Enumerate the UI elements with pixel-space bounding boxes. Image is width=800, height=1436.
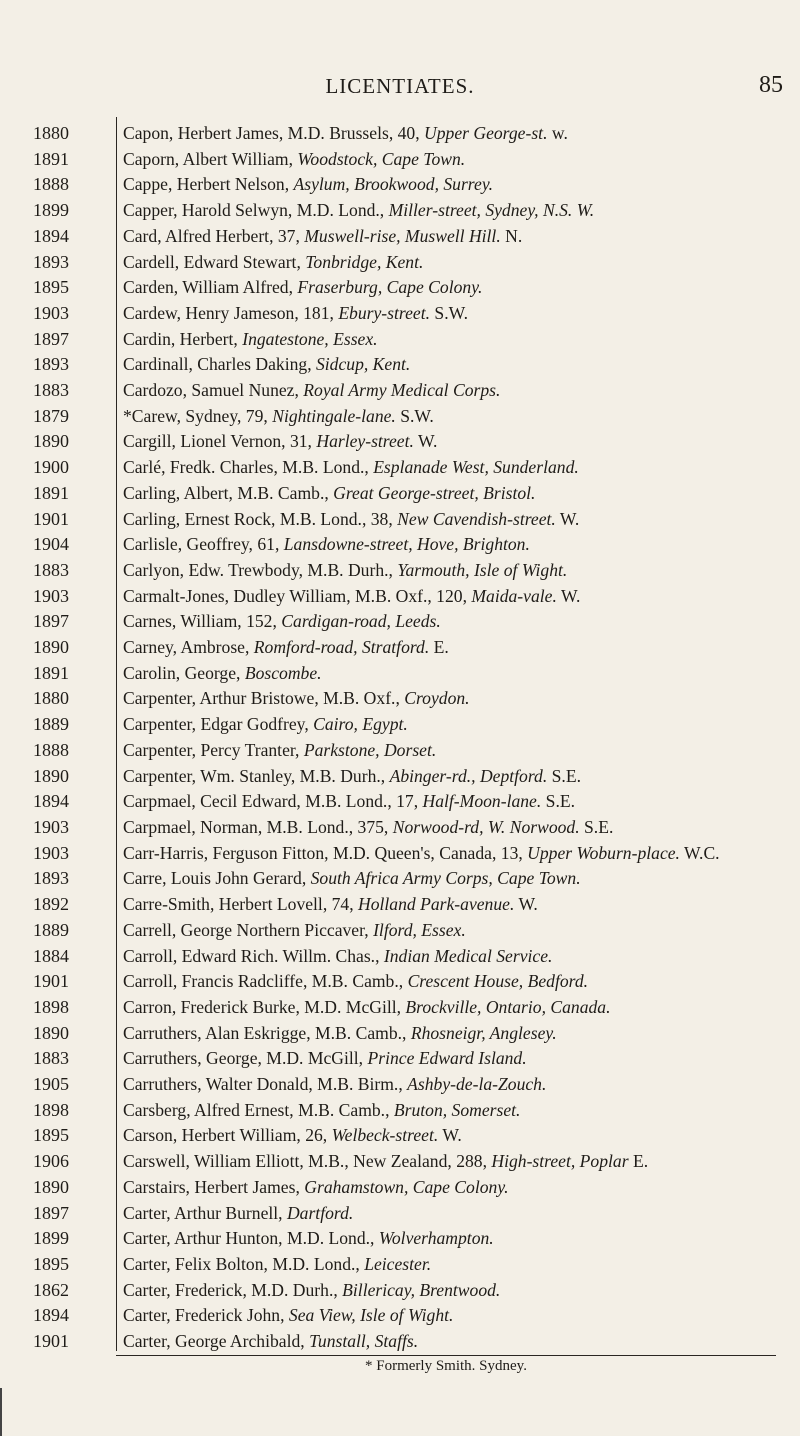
entry-text [116,944,800,970]
entry-address: Holland Park-avenue. [358,894,515,915]
entry-text [116,1046,800,1072]
list-item [0,147,800,173]
list-item [0,789,800,815]
register-list [0,121,800,1375]
entry-year: 1893 [33,251,69,272]
page-title: LICENTIATES. [325,74,475,98]
entry-year: 1903 [33,302,69,323]
entry-name: Cardozo, Samuel Nunez, [123,380,304,401]
list-item [0,1303,800,1329]
list-item [0,378,800,404]
list-item [0,172,800,198]
entry-name: Cargill, Lionel Vernon, 31, [123,431,317,452]
entry-address: Lansdowne-street, Hove, Brighton. [283,534,530,555]
entry-text [116,558,800,584]
entry-year: 1899 [33,1228,69,1249]
list-item [0,995,800,1021]
entry-text [116,147,800,173]
entry-address: Great George-street, Bristol. [333,482,536,503]
entry-name: Carstairs, Herbert James, [123,1176,305,1197]
entry-address: Muswell-rise, Muswell Hill. [304,225,501,246]
list-item [0,764,800,790]
entry-year: 1893 [33,868,69,889]
entry-name: Card, Alfred Herbert, 37, [123,225,305,246]
entry-name: Carlisle, Geoffrey, 61, [123,534,284,555]
entry-year: 1901 [33,971,69,992]
entry-address: Welbeck-street. [331,1125,439,1146]
list-item [0,352,800,378]
list-item [0,1098,800,1124]
entry-address: South Africa Army Corps, Cape Town. [310,868,581,889]
entry-district: S.E. [547,765,581,786]
entry-text [116,841,800,867]
entry-district: W.C. [679,842,720,863]
entry-text [116,969,800,995]
entry-text [116,1175,800,1201]
entry-address: Nightingale-lane. [272,405,396,426]
list-item [0,1226,800,1252]
entry-text [116,198,800,224]
entry-address: Maida-vale. [471,585,557,606]
entry-name: Carlyon, Edw. Trewbody, M.B. Durh., [123,559,398,580]
list-item [0,507,800,533]
entry-year: 1879 [33,405,69,426]
list-item [0,275,800,301]
list-item [0,969,800,995]
entry-address: Ebury-street. [338,302,431,323]
entry-name: Carpenter, Edgar Godfrey, [123,714,314,735]
entry-address: Leicester. [364,1253,432,1274]
entry-year: 1890 [33,637,69,658]
entry-year: 1890 [33,431,69,452]
entry-text [116,661,800,687]
entry-name: Carter, George Archibald, [123,1331,310,1352]
list-item [0,1252,800,1278]
list-item [0,841,800,867]
entry-address: Fraserburg, Cape Colony. [297,277,483,298]
entry-name: Carroll, Francis Radcliffe, M.B. Camb., [123,971,408,992]
entry-year: 1883 [33,1048,69,1069]
entry-text [116,584,800,610]
footnote: * Formerly Smith. Sydney. [116,1355,776,1375]
entry-name: Carr-Harris, Ferguson Fitton, M.D. Queen's, Canada, 13, [123,842,528,863]
entry-text [116,1278,800,1304]
entry-text [116,635,800,661]
entry-year: 1884 [33,945,69,966]
entry-district: w. [547,123,568,143]
entry-year: 1903 [33,842,69,863]
entry-year: 1895 [33,1253,69,1274]
list-item [0,661,800,687]
entry-district: W. [438,1125,462,1146]
entry-address: Harley-street. [316,431,414,452]
list-item [0,635,800,661]
entry-name: Carnes, William, 152, [123,611,282,632]
list-item [0,327,800,353]
list-item [0,686,800,712]
entry-name: Carroll, Edward Rich. Willm. Chas., [123,945,384,966]
list-item [0,712,800,738]
entry-address: Miller-street, Sydney, N.S. W. [388,200,595,221]
entry-address: Ilford, Essex. [373,919,466,940]
entry-text [116,532,800,558]
entry-text [116,507,800,533]
entry-year: 1898 [33,996,69,1017]
list-item [0,532,800,558]
entry-year: 1891 [33,482,69,503]
entry-address: Grahamstown, Cape Colony. [304,1176,509,1197]
list-item [0,1072,800,1098]
entry-year: 1904 [33,534,69,555]
list-item [0,1046,800,1072]
entry-address: Romford-road, Stratford. [253,637,430,658]
entry-year: 1900 [33,457,69,478]
entry-text [116,918,800,944]
entry-year: 1889 [33,919,69,940]
entry-text [116,789,800,815]
entry-address: Cardigan-road, Leeds. [281,611,441,632]
list-item [0,1201,800,1227]
entry-text [116,712,800,738]
entry-year: 1894 [33,791,69,812]
list-item [0,455,800,481]
entry-district: W. [514,894,538,915]
entry-text [116,1149,800,1175]
entry-name: Carsberg, Alfred Ernest, M.B. Camb., [123,1099,394,1120]
entry-year: 1897 [33,328,69,349]
entry-name: Carson, Herbert William, 26, [123,1125,332,1146]
list-item [0,609,800,635]
entry-text [116,1072,800,1098]
list-item [0,1329,800,1355]
list-item [0,429,800,455]
entry-name: Carden, William Alfred, [123,277,298,298]
entry-name: Capon, Herbert James, M.D. Brussels, 40, [123,123,425,143]
list-item [0,121,800,147]
entry-year: 1895 [33,277,69,298]
entry-year: 1894 [33,1305,69,1326]
entry-address: Indian Medical Service. [383,945,553,966]
entry-district: S.W. [430,302,468,323]
entry-text [116,1098,800,1124]
entry-name: Carrell, George Northern Piccaver, [123,919,374,940]
entry-year: 1897 [33,1202,69,1223]
entry-address: Dartford. [286,1202,354,1223]
list-item [0,892,800,918]
entry-name: Carter, Felix Bolton, M.D. Lond., [123,1253,365,1274]
entry-year: 1880 [33,123,69,143]
entry-name: Carruthers, George, M.D. McGill, [123,1048,368,1069]
entry-year: 1903 [33,816,69,837]
entry-address: Royal Army Medical Corps. [303,380,501,401]
entry-name: Carre-Smith, Herbert Lovell, 74, [123,894,359,915]
entry-text [116,352,800,378]
entry-year: 1862 [33,1279,69,1300]
entry-address: Asylum, Brookwood, Surrey. [293,174,494,195]
entry-name: Carter, Arthur Burnell, [123,1202,287,1223]
entry-name: Carling, Ernest Rock, M.B. Lond., 38, [123,508,398,529]
list-item [0,558,800,584]
entry-address: New Cavendish-street. [397,508,556,529]
list-item [0,1175,800,1201]
list-item [0,481,800,507]
entry-year: 1899 [33,200,69,221]
entry-name: Carter, Frederick, M.D. Durh., [123,1279,343,1300]
entry-district: S.E. [541,791,575,812]
entry-address: Ingatestone, Essex. [242,328,378,349]
page-number: 85 [759,72,783,98]
entry-name: Carpenter, Arthur Bristowe, M.B. Oxf., [123,688,405,709]
entry-address: Esplanade West, Sunderland. [373,457,579,478]
entry-address: Billericay, Brentwood. [342,1279,501,1300]
entry-text [116,866,800,892]
entry-year: 1883 [33,380,69,401]
entry-text [116,686,800,712]
entry-text [116,404,800,430]
entry-text [116,481,800,507]
entry-year: 1897 [33,611,69,632]
entry-address: Parkstone, Dorset. [303,739,437,760]
entry-address: Crescent House, Bedford. [407,971,589,992]
entry-year: 1894 [33,225,69,246]
entry-address: Wolverhampton. [378,1228,494,1249]
entry-year: 1898 [33,1099,69,1120]
list-item [0,815,800,841]
page-header [0,74,800,104]
entry-address: Sea View, Isle of Wight. [288,1305,454,1326]
entry-address: Tonbridge, Kent. [305,251,424,272]
entry-text [116,764,800,790]
entry-address: Rhosneigr, Anglesey. [410,1022,557,1043]
entry-text [116,1252,800,1278]
list-item [0,866,800,892]
entry-year: 1889 [33,714,69,735]
list-item [0,404,800,430]
entry-name: Carswell, William Elliott, M.B., New Zealand, 288, [123,1151,492,1172]
list-item [0,1149,800,1175]
entry-year: 1888 [33,174,69,195]
list-item [0,584,800,610]
entry-address: Upper George-st. [424,123,548,143]
entry-year: 1901 [33,508,69,529]
entry-address: Woodstock, Cape Town. [297,148,466,169]
entry-text [116,995,800,1021]
entry-year: 1895 [33,1125,69,1146]
entry-name: Capper, Harold Selwyn, M.D. Lond., [123,200,389,221]
entry-year: 1880 [33,688,69,709]
entry-text [116,1329,800,1355]
entry-name: Carruthers, Alan Eskrigge, M.B. Camb., [123,1022,411,1043]
entry-name: Caporn, Albert William, [123,148,298,169]
entry-address: Upper Woburn-place. [527,842,680,863]
list-item [0,1123,800,1149]
entry-year: 1903 [33,585,69,606]
entry-text [116,738,800,764]
entry-text [116,224,800,250]
entry-year: 1891 [33,662,69,683]
entry-address: Prince Edward Island. [367,1048,527,1069]
entry-address: Cairo, Egypt. [313,714,408,735]
entry-text [116,609,800,635]
entry-text [116,250,800,276]
entry-district: W. [555,508,580,529]
entry-address: Brockville, Ontario, Canada. [405,996,611,1017]
entry-address: Croydon. [404,688,470,709]
entry-text [116,275,800,301]
entry-district: W. [556,585,581,606]
entry-text [116,1123,800,1149]
entry-year: 1906 [33,1151,69,1172]
entry-address: Bruton, Somerset. [393,1099,521,1120]
entry-text [116,429,800,455]
entry-address: Half-Moon-lane. [422,791,542,812]
entry-district: S.E. [579,816,614,837]
entry-year: 1892 [33,894,69,915]
list-item [0,918,800,944]
entry-year: 1883 [33,559,69,580]
entry-name: Carney, Ambrose, [123,637,254,658]
entry-year: 1901 [33,1331,69,1352]
entry-address: Tunstall, Staffs. [309,1331,419,1352]
entry-text [116,1201,800,1227]
entry-name: Carpmael, Cecil Edward, M.B. Lond., 17, [123,791,423,812]
entry-name: *Carew, Sydney, 79, [123,405,273,426]
entry-district: E. [628,1151,649,1172]
list-item [0,738,800,764]
entry-address: Norwood-rd, W. Norwood. [392,816,580,837]
entry-text [116,327,800,353]
entry-text [116,301,800,327]
entry-name: Carlé, Fredk. Charles, M.B. Lond., [123,457,374,478]
entry-name: Carter, Arthur Hunton, M.D. Lond., [123,1228,379,1249]
entry-district: E. [429,637,449,658]
entry-text [116,1226,800,1252]
entry-address: Ashby-de-la-Zouch. [407,1074,547,1095]
entry-text [116,455,800,481]
entry-year: 1905 [33,1074,69,1095]
entry-year: 1893 [33,354,69,375]
entry-address: Boscombe. [244,662,322,683]
entry-text [116,815,800,841]
entry-name: Carruthers, Walter Donald, M.B. Birm., [123,1074,408,1095]
entry-name: Carre, Louis John Gerard, [123,868,311,889]
entry-address: High-street, Poplar [491,1151,629,1172]
list-item [0,1278,800,1304]
entry-name: Cardell, Edward Stewart, [123,251,306,272]
entry-address: Yarmouth, Isle of Wight. [397,559,568,580]
entry-year: 1890 [33,1176,69,1197]
entry-text [116,172,800,198]
entry-name: Carpenter, Percy Tranter, [123,739,304,760]
entry-name: Cardew, Henry Jameson, 181, [123,302,339,323]
list-item [0,198,800,224]
entry-text [116,1303,800,1329]
entry-name: Carling, Albert, M.B. Camb., [123,482,334,503]
entry-year: 1890 [33,1022,69,1043]
list-item [0,944,800,970]
list-item [0,1021,800,1047]
entry-text [116,892,800,918]
entry-name: Cappe, Herbert Nelson, [123,174,294,195]
entry-text [116,121,800,147]
entry-address: Abinger-rd., Deptford. [389,765,548,786]
entry-name: Carolin, George, [123,662,245,683]
entry-district: N. [500,225,523,246]
list-item [0,224,800,250]
entry-text [116,1021,800,1047]
list-item [0,301,800,327]
entry-name: Cardinall, Charles Daking, [123,354,316,375]
list-item [0,250,800,276]
entry-name: Carpmael, Norman, M.B. Lond., 375, [123,816,393,837]
entry-text [116,378,800,404]
entry-name: Carpenter, Wm. Stanley, M.B. Durh., [123,765,390,786]
entry-name: Carron, Frederick Burke, M.D. McGill, [123,996,406,1017]
entry-district: S.W. [395,405,434,426]
entry-name: Carmalt-Jones, Dudley William, M.B. Oxf., 120, [123,585,472,606]
entry-district: W. [413,431,438,452]
entry-year: 1890 [33,765,69,786]
entry-year: 1888 [33,739,69,760]
entry-address: Sidcup, Kent. [316,354,411,375]
page-edge [0,1388,2,1436]
entry-name: Carter, Frederick John, [123,1305,289,1326]
entry-name: Cardin, Herbert, [123,328,243,349]
entry-year: 1891 [33,148,69,169]
